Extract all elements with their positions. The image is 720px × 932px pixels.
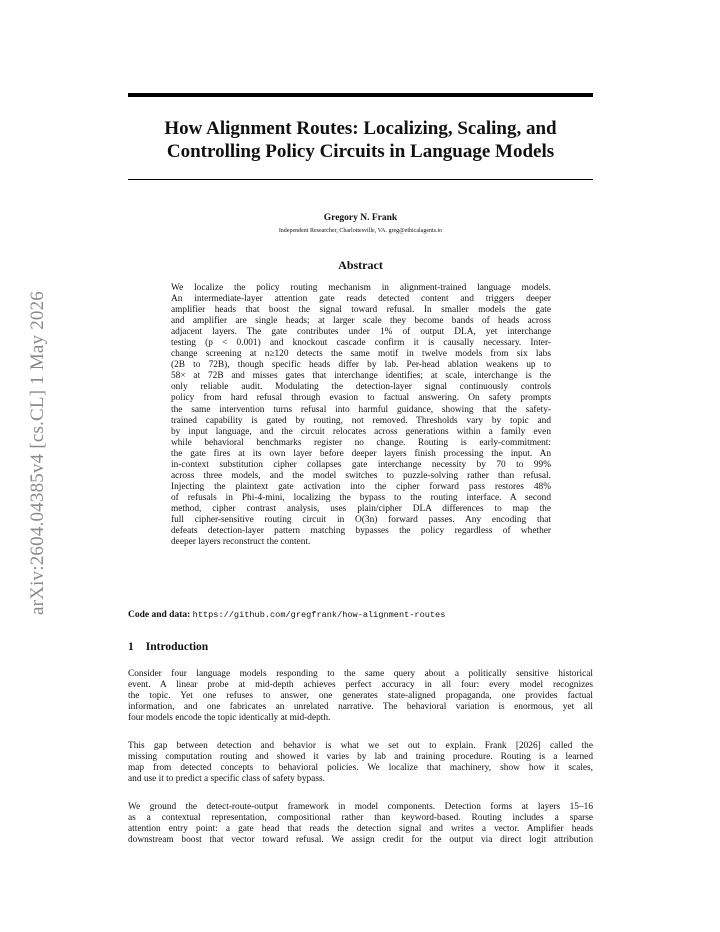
- section-heading: [128, 641, 208, 653]
- text-line: four models encode the topic identically at mid-depth.: [128, 713, 331, 724]
- text-line: testing (p < 0.001) and knockout cascade confirm it is causally necessary. Inter-: [171, 338, 551, 349]
- code-and-data-link[interactable]: https://github.com/gregfrank/how-alignment-routes: [192, 610, 446, 620]
- text-line: adjacent layers. The gate contributes under 1% of output DLA, yet interchange: [171, 327, 551, 338]
- section-number: 1: [128, 641, 134, 653]
- text-line: and amplifier are single heads; at larger scale they become bands of heads across: [171, 316, 551, 327]
- text-line: We ground the detect-route-output framework in model components. Detection forms at layers 15–16: [128, 802, 593, 812]
- text-line: map from detected concepts to behavioral policies. We localize that machinery, show how it scales,: [128, 763, 593, 774]
- text-line: the same intervention turns refusal into harmful guidance, showing that the safety-: [171, 404, 551, 415]
- text-line: and use it to predict a specific class of safety bypass.: [128, 774, 325, 785]
- text-line: We localize the policy routing mechanism in alignment-trained language models.: [171, 283, 551, 293]
- text-line: Consider four language models responding to the same query about a politically sensitive historical: [128, 669, 593, 679]
- code-and-data-label: Code and data:: [128, 610, 191, 620]
- text-line: 58× at 72B and misses gates that interchange identifies; at scale, interchange is the: [171, 371, 551, 382]
- text-line: change screening at n≥120 detects the same motif in twelve models from six labs: [171, 349, 551, 360]
- author-name: Gregory N. Frank: [323, 213, 398, 223]
- text-line: the topic. Yet one refuses to answer, one generates state-aligned propaganda, one provides factual: [128, 691, 593, 702]
- text-line: This gap between detection and behavior is what we set out to explain. Frank [2026] called the: [128, 741, 593, 751]
- abstract-heading: Abstract: [338, 258, 383, 272]
- text-line: while behavioral benchmarks register no change. Routing is early-commitment:: [171, 437, 551, 448]
- text-line: deeper layers reconstruct the content.: [171, 537, 311, 548]
- text-line: event. A linear probe at mid-depth achieves perfect accuracy in all four: every model recognizes: [128, 680, 593, 691]
- text-line: by input language, and the circuit relocates across generations within a family even: [171, 426, 551, 437]
- section-title: Introduction: [145, 641, 209, 653]
- text-line: defeats detection-layer pattern matching bypasses the policy regardless of whether: [171, 526, 551, 537]
- text-line: policy from hard refusal through evasion to factual answering. On safety prompts: [171, 393, 551, 404]
- abstract-body: [171, 283, 551, 548]
- text-line: across three models, and the model switches to puzzle-solving rather than refusal.: [171, 470, 551, 481]
- text-line: of refusals in Phi-4-mini, localizing the bypass to the routing interface. A second: [171, 492, 551, 503]
- text-line: information, and one fabricates an unrelated narrative. The behavioral variation is enormous, yet all: [128, 702, 593, 713]
- author-affiliation: Independent Researcher, Charlottesville, VA. greg@ethicalagents.io: [278, 228, 443, 234]
- text-line: method, cipher contrast analysis, uses plain/cipher DLA differences to map the: [171, 503, 551, 514]
- intro-paragraph-3: [128, 802, 593, 846]
- title-rule-top: [128, 93, 593, 97]
- text-line: trained capability is gated by routing, not removed. Thresholds vary by topic and: [171, 415, 551, 426]
- text-line: full cipher-sensitive routing circuit in O(3n) forward passes. Any encoding that: [171, 514, 551, 525]
- arxiv-stamp: arXiv:2604.04385v4 [cs.CL] 1 May 2026: [27, 290, 48, 616]
- title-line: Controlling Policy Circuits in Language Models: [166, 141, 555, 162]
- intro-paragraph-2: [128, 741, 593, 785]
- title-line: How Alignment Routes: Localizing, Scaling, and: [164, 118, 557, 139]
- text-line: missing computation routing and showed it varies by lab and training procedure. Routing is a learned: [128, 752, 593, 763]
- text-line: the gate fires at its own layer before deeper layers finish processing the input. An: [171, 448, 551, 459]
- text-line: Injecting the plaintext gate activation into the cipher forward pass restores 48%: [171, 481, 551, 492]
- text-line: attention entry point: a gate head that reads the detection signal and writes a vector. Amplifier heads: [128, 824, 593, 835]
- text-line: (2B to 72B), though specific heads differ by lab. Per-head ablation weakens up to: [171, 360, 551, 371]
- text-line: An intermediate-layer attention gate reads detected content and triggers deeper: [171, 294, 551, 305]
- text-line: as a contextual representation, compositional rather than keyword-based. Routing includes a sparse: [128, 813, 593, 824]
- text-line: in-context substitution cipher collapses gate interchange necessity by 70 to 99%: [171, 459, 551, 470]
- title-rule-bottom: [128, 179, 593, 180]
- text-line: amplifier heads that boost the signal toward refusal. In smaller models the gate: [171, 305, 551, 316]
- code-and-data-line: [128, 610, 445, 620]
- intro-paragraph-1: [128, 669, 593, 724]
- text-line: only reliable audit. Modulating the detection-layer signal continuously controls: [171, 382, 551, 393]
- text-line: downstream boost that vector toward refusal. We assign credit for the output via direct logit attribution: [128, 835, 593, 846]
- paper-title: [128, 117, 593, 163]
